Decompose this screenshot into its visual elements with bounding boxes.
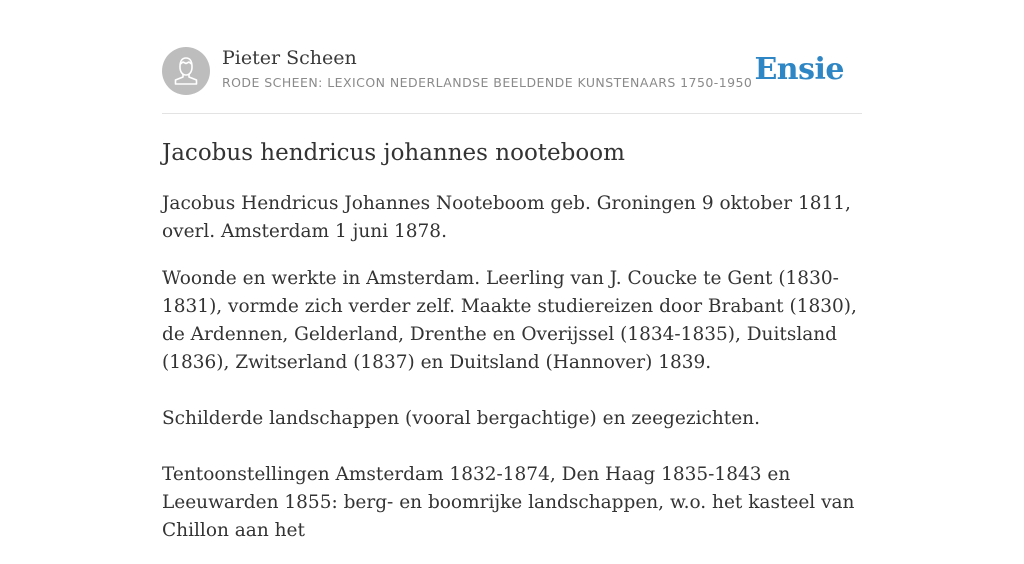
user-icon	[162, 47, 210, 95]
author-name[interactable]: Pieter Scheen	[222, 47, 357, 69]
page	[162, 0, 862, 541]
article-body	[162, 190, 862, 564]
header-divider	[162, 113, 862, 114]
header	[162, 46, 862, 96]
source-title[interactable]: RODE SCHEEN: LEXICON NEDERLANDSE BEELDENDE KUNSTENAARS 1750-1950	[222, 75, 753, 90]
article-title: Jacobus hendricus johannes nooteboom	[162, 140, 625, 166]
paragraph-exhibitions: Tentoonstellingen Amsterdam 1832-1874, Den Haag 1835-1843 en Leeuwarden 1855: berg- en boomrijke landschappen, w.o. het kasteel van Chillon aan het	[162, 464, 855, 541]
ensie-logo[interactable]: Ensie	[754, 52, 844, 87]
paragraph-biography: Woonde en werkte in Amsterdam. Leerling van J. Coucke te Gent (1830-1831), vormde zich verder zelf. Maakte studiereizen door Brabant (1830), de Ardennen, Gelderland, Drenthe en Overijssel (1834-1835), Duitsland (1836), Zwitserland (1837) en Duitsland (Hannover) 1839.	[162, 268, 857, 373]
author-avatar[interactable]	[162, 47, 210, 95]
paragraph-birth: Jacobus Hendricus Johannes Nooteboom geb. Groningen 9 oktober 1811, overl. Amsterdam 1 juni 1878.	[162, 193, 851, 242]
paragraph-subjects: Schilderde landschappen (vooral bergachtige) en zeegezichten.	[162, 408, 760, 429]
